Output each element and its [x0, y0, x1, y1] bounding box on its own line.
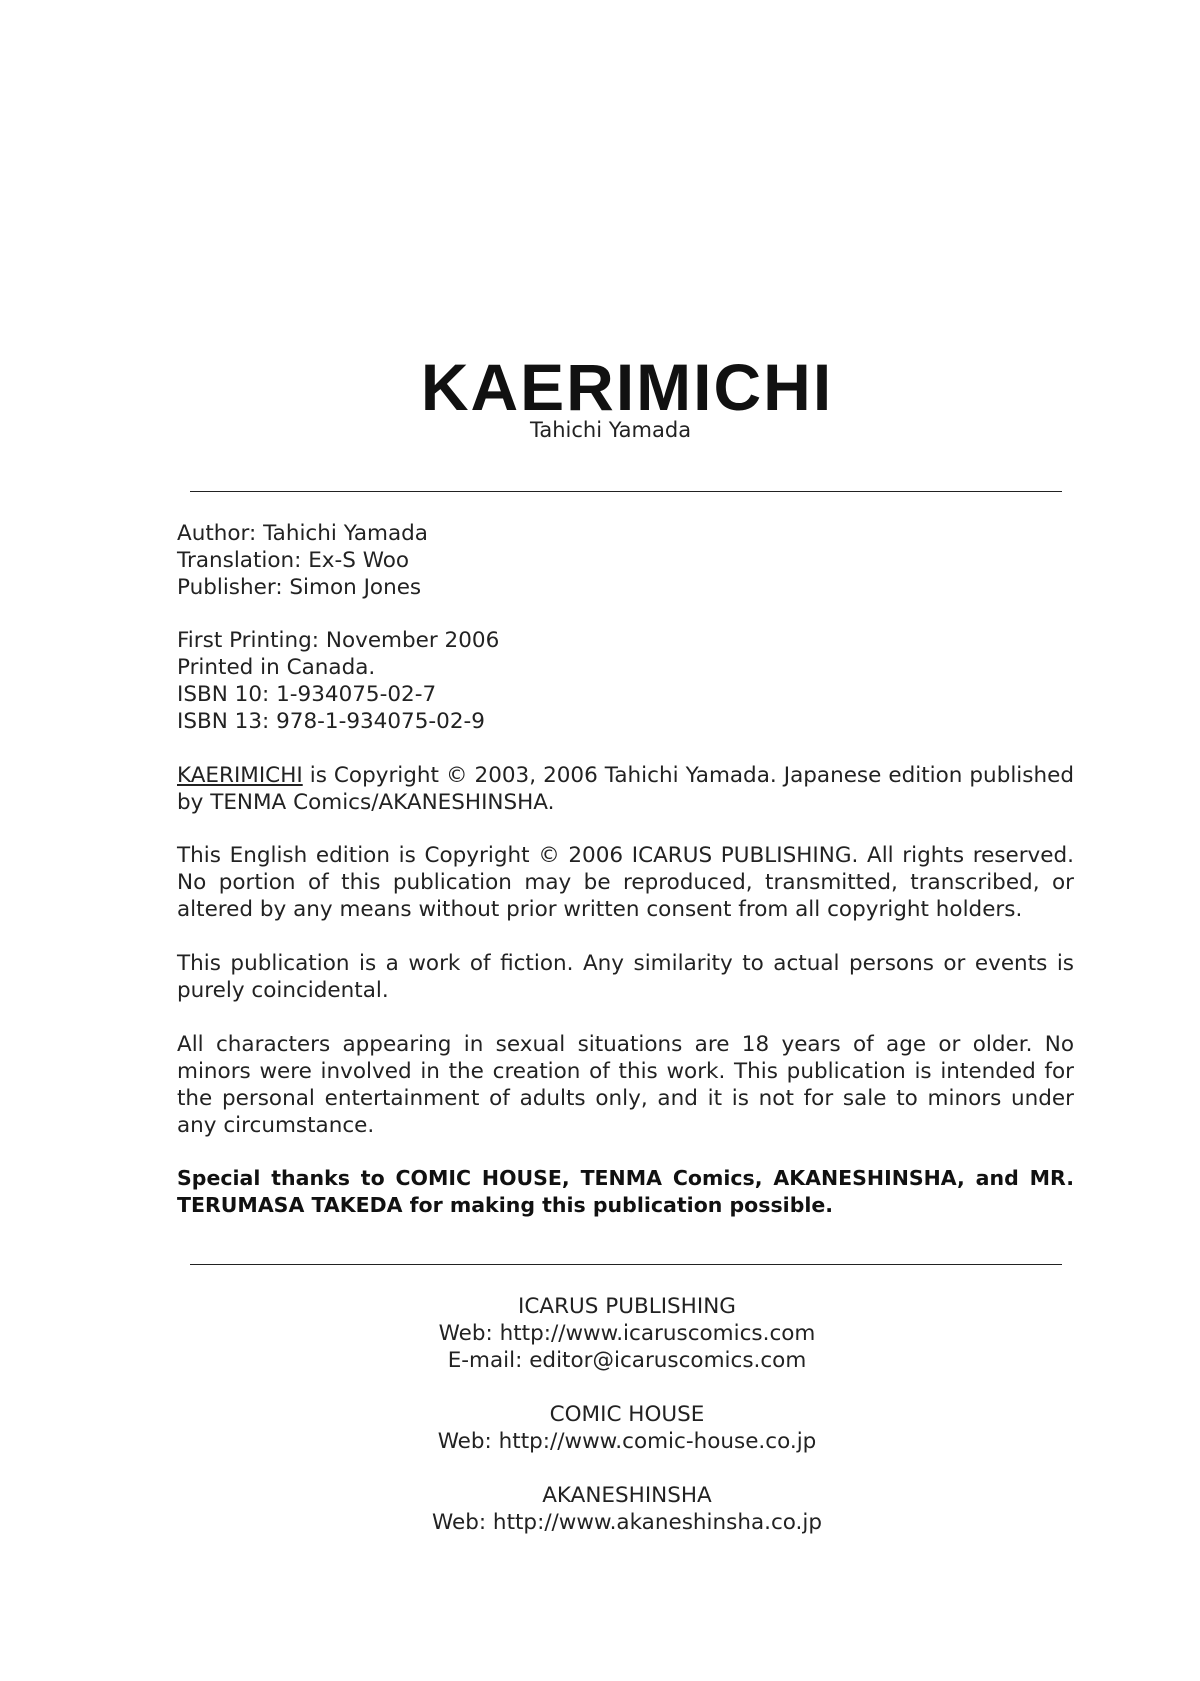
- akaneshinsha-contact-block: [0, 1482, 1200, 1536]
- printed-in-line: Printed in Canada.: [177, 655, 376, 680]
- akaneshinsha-name: AKANESHINSHA: [542, 1483, 712, 1508]
- publisher-line: Publisher: Simon Jones: [177, 575, 422, 600]
- icarus-contact-block: [0, 1293, 1200, 1374]
- english-edition-paragraph: This English edition is Copyright © 2006 ICARUS PUBLISHING. All rights reserved. No portion of this publication may be reproduced, transmitted, transcribed, or altered by any means without prior written consent from all copyright holders.: [177, 843, 1074, 922]
- copyright-text: is Copyright © 2003, 2006 Tahichi Yamada. Japanese edition published by TENMA Comics/AKANESHINSHA.: [177, 763, 1074, 815]
- printing-block: [177, 627, 1077, 735]
- book-title: KAERIMICHI: [420, 350, 834, 424]
- author-line: Author: Tahichi Yamada: [177, 521, 428, 546]
- first-printing-line: First Printing: November 2006: [177, 628, 500, 653]
- icarus-email: E-mail: editor@icaruscomics.com: [447, 1348, 807, 1373]
- credits-block: [177, 520, 1077, 601]
- copyright-paragraph: [177, 762, 1074, 816]
- top-divider: [190, 491, 1062, 492]
- translation-line: Translation: Ex-S Woo: [177, 548, 410, 573]
- comic-house-web: Web: http://www.comic-house.co.jp: [437, 1429, 817, 1454]
- age-notice-paragraph: All characters appearing in sexual situations are 18 years of age or older. No minors were involved in the creation of this work. This publication is intended for the personal entertainment of adults only, and it is not for sale to minors under any circumstance.: [177, 1032, 1074, 1138]
- special-thanks-paragraph: Special thanks to COMIC HOUSE, TENMA Comics, AKANESHINSHA, and MR. TERUMASA TAKEDA for making this publication possible.: [177, 1166, 1074, 1217]
- icarus-web: Web: http://www.icaruscomics.com: [438, 1321, 816, 1346]
- comic-house-name: COMIC HOUSE: [549, 1402, 705, 1427]
- isbn13-line: ISBN 13: 978-1-934075-02-9: [177, 709, 485, 734]
- bottom-divider: [190, 1264, 1062, 1265]
- comic-house-contact-block: [0, 1401, 1200, 1455]
- isbn10-line: ISBN 10: 1-934075-02-7: [177, 682, 437, 707]
- book-author-subtitle: Tahichi Yamada: [530, 418, 692, 442]
- copyright-title-word: KAERIMICHI: [177, 763, 303, 788]
- icarus-name: ICARUS PUBLISHING: [518, 1294, 736, 1319]
- akaneshinsha-web: Web: http://www.akaneshinsha.co.jp: [431, 1510, 823, 1535]
- fiction-notice-paragraph: This publication is a work of fiction. Any similarity to actual persons or events is purely coincidental.: [177, 951, 1074, 1003]
